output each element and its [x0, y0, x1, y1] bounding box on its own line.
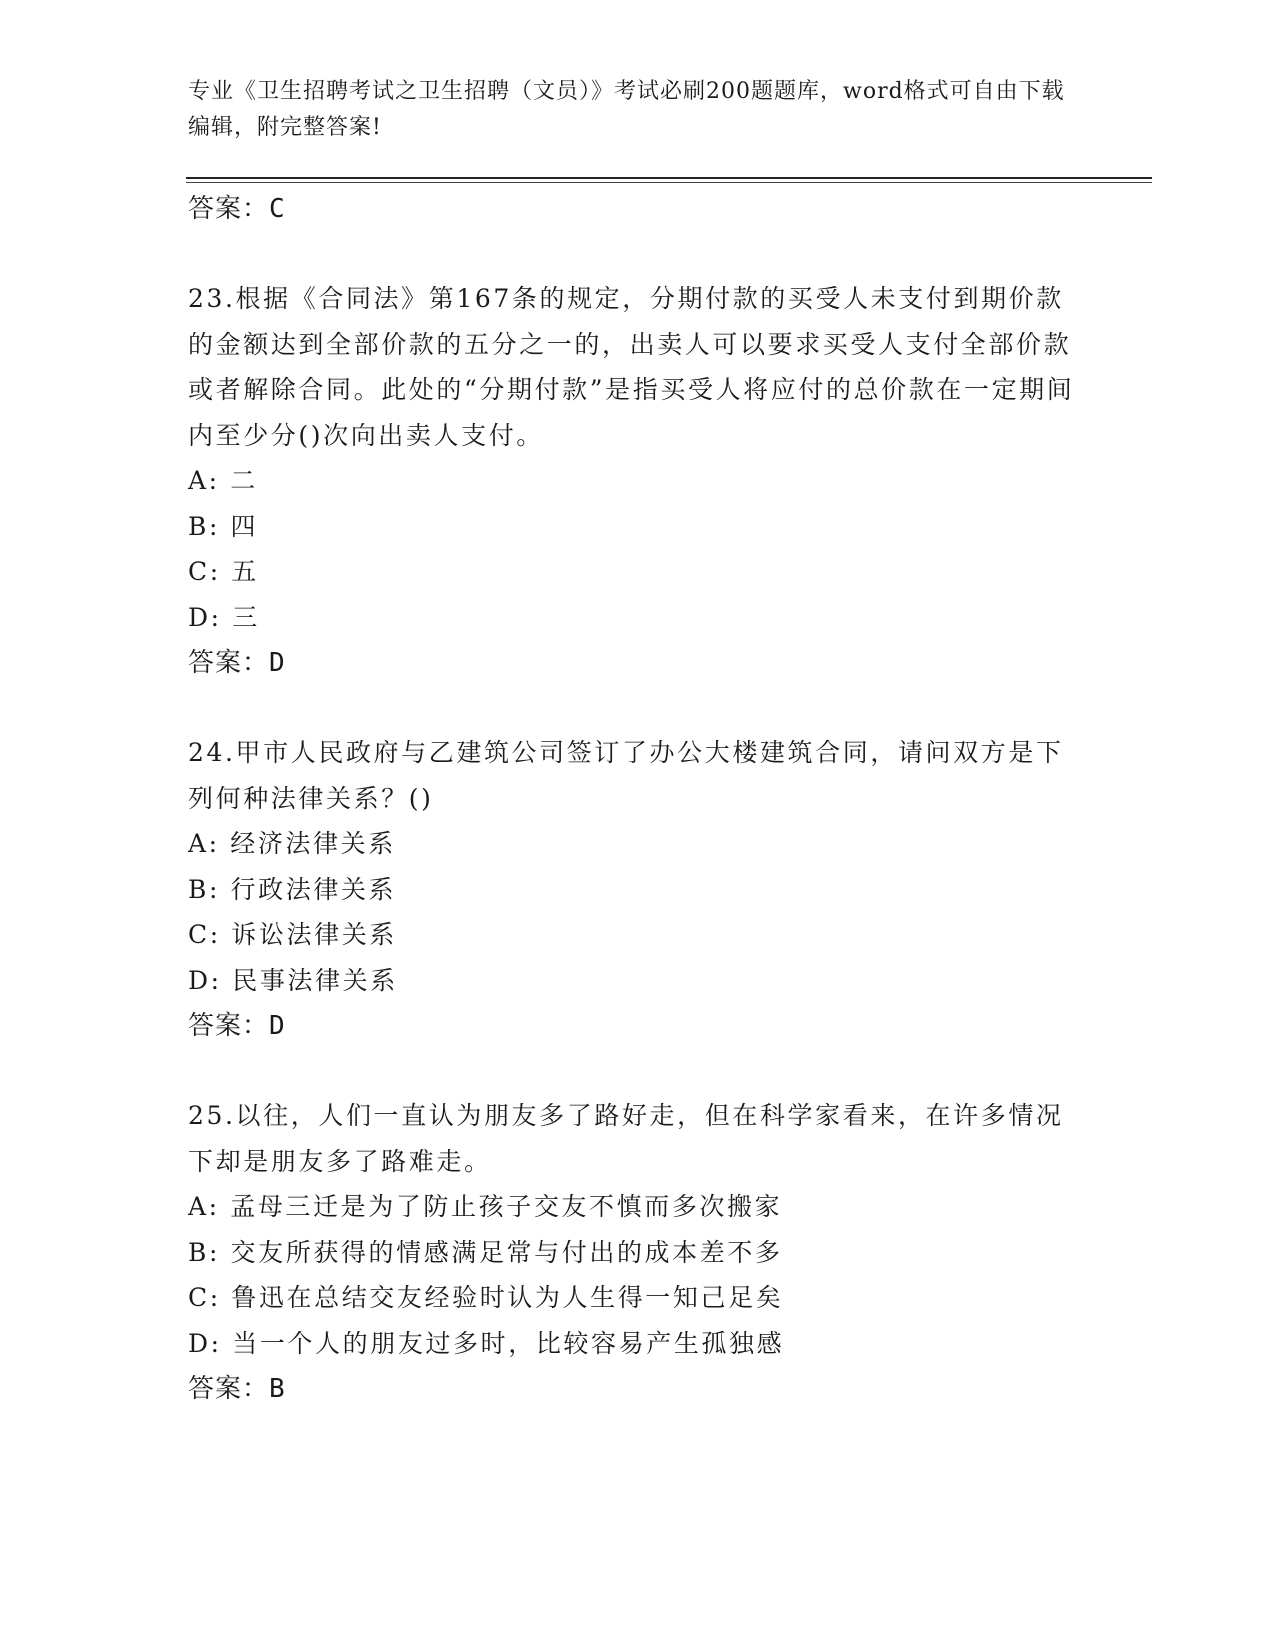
question-24 — [188, 730, 1088, 1049]
answer-22: 答案：C — [188, 194, 286, 224]
question-25 — [188, 1093, 1088, 1412]
header-rule-thin — [186, 182, 1152, 183]
option-d: D: 三 — [188, 602, 260, 632]
answer-24: 答案：D — [188, 1011, 286, 1041]
option-c: C: 五 — [188, 557, 259, 586]
document-content — [188, 186, 1088, 1412]
header-text: 专业《卫生招聘考试之卫生招聘（文员）》考试必刷200题题库，word格式可自由下载编辑，附完整答案! — [188, 79, 1065, 140]
question-text: 25.以往，人们一直认为朋友多了路好走，但在科学家看来，在许多情况下却是朋友多了路难走。 — [188, 1101, 1064, 1176]
option-d: D: 民事法律关系 — [188, 965, 398, 995]
option-a: A: 二 — [188, 466, 258, 495]
option-b: B: 行政法律关系 — [188, 874, 397, 904]
option-b: B: 交友所获得的情感满足常与付出的成本差不多 — [188, 1237, 783, 1267]
answer-25: 答案：B — [188, 1374, 286, 1404]
option-c: C: 诉讼法律关系 — [188, 920, 397, 949]
option-a: A: 孟母三迁是为了防止孩子交友不慎而多次搬家 — [188, 1192, 783, 1221]
question-text: 24.甲市人民政府与乙建筑公司签订了办公大楼建筑合同，请问双方是下列何种法律关系？() — [188, 738, 1064, 813]
header-rule-thick — [186, 177, 1152, 179]
option-d: D: 当一个人的朋友过多时，比较容易产生孤独感 — [188, 1328, 785, 1358]
option-a: A: 经济法律关系 — [188, 829, 396, 858]
question-23 — [188, 276, 1088, 686]
option-b: B: 四 — [188, 511, 259, 541]
question-text: 23.根据《合同法》第167条的规定，分期付款的买受人未支付到期价款的金额达到全部价款的五分之一的，出卖人可以要求买受人支付全部价款或者解除合同。此处的“分期付款”是指买受人将应付的总价款在一定期间内至少分()次向出卖人支付。 — [188, 284, 1075, 450]
answer-23: 答案：D — [188, 648, 286, 678]
option-c: C: 鲁迅在总结交友经验时认为人生得一知己足矣 — [188, 1283, 784, 1312]
